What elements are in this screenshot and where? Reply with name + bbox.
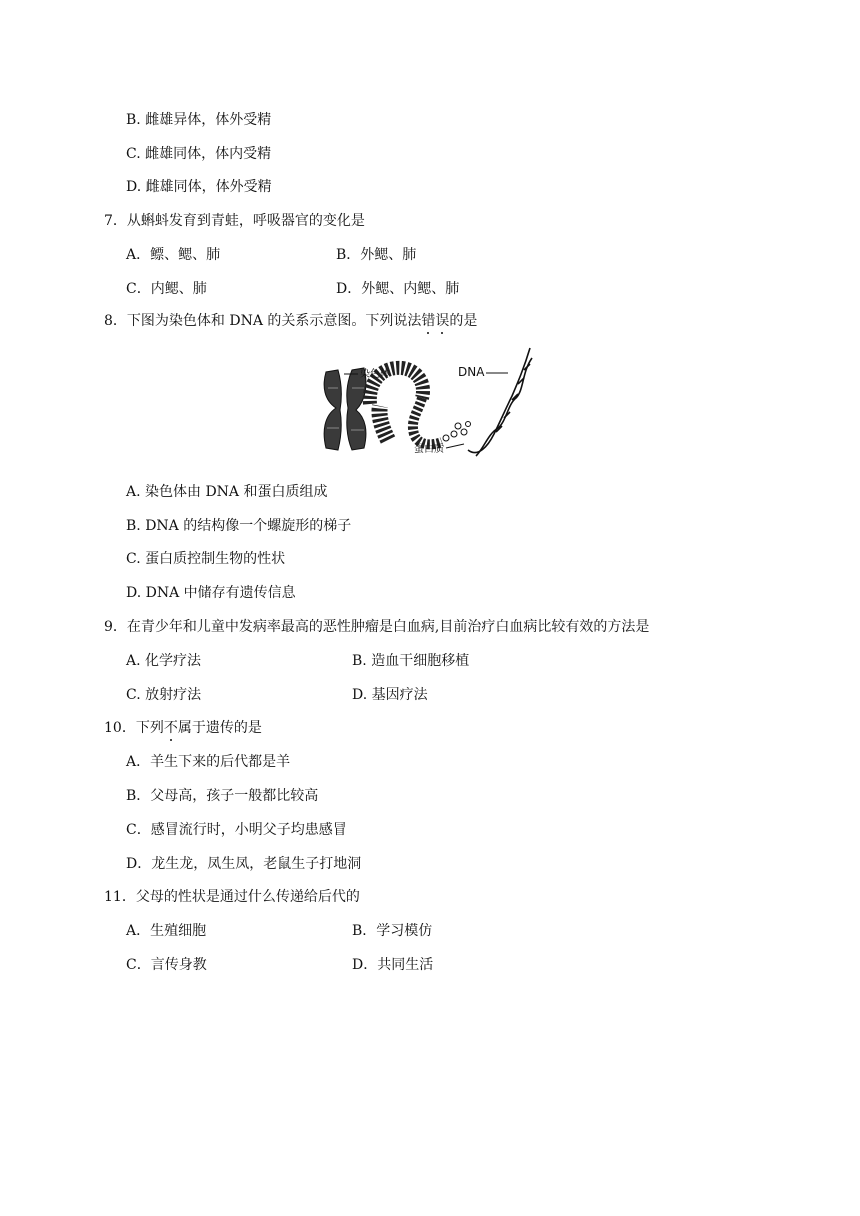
q10-stem-text: 10．下列 (104, 720, 164, 736)
q7-option-a: A．鳔、鳃、肺 (126, 247, 221, 263)
q6-option-d: D. 雌雄同体，体外受精 (126, 179, 272, 195)
q9-option-a: A. 化学疗法 (126, 653, 202, 669)
q7-stem: 7．从蝌蚪发育到青蛙，呼吸器官的变化是 (104, 213, 365, 229)
q11-option-d: D．共同生活 (352, 957, 434, 973)
q8-emphasis-char-2: 误 (435, 313, 450, 329)
q9-option-c: C. 放射疗法 (126, 687, 202, 703)
q9-option-b: B. 造血干细胞移植 (352, 653, 470, 669)
q10-stem (104, 719, 262, 737)
protein-label-leader (446, 444, 464, 448)
q10-option-a: A．羊生下来的后代都是羊 (126, 754, 291, 770)
q11-option-c: C．言传身教 (126, 957, 207, 973)
q10-option-d: D．龙生龙，凤生凤，老鼠生子打地洞 (126, 856, 362, 872)
q11-option-a: A．生殖细胞 (126, 923, 207, 939)
q7-option-d: D．外鳃、内鳃、肺 (336, 281, 460, 297)
q8-option-d: D. DNA 中储存有遗传信息 (126, 585, 296, 601)
q10-stem-tail: 属于遗传的是 (177, 720, 262, 736)
q9-option-d: D. 基因疗法 (352, 687, 428, 703)
q6-option-b: B. 雌雄异体，体外受精 (126, 112, 272, 128)
q10-option-c: C．感冒流行时，小明父子均患感冒 (126, 822, 347, 838)
chromosome-shape (324, 368, 366, 450)
q6-option-c: C. 雌雄同体，体内受精 (126, 146, 272, 162)
q10-option-b: B．父母高，孩子一般都比较高 (126, 788, 319, 804)
q7-option-c: C．内鳃、肺 (126, 281, 207, 297)
q8-emphasis-char-1: 错 (421, 313, 436, 329)
label-protein: 蛋白质 (414, 444, 444, 455)
protein-beads (443, 422, 471, 442)
q8-option-a: A. 染色体由 DNA 和蛋白质组成 (126, 484, 328, 500)
q9-stem: 9．在青少年和儿童中发病率最高的恶性肿瘤是白血病,目前治疗白血病比较有效的方法是 (104, 619, 650, 635)
chromosome-dna-diagram (318, 338, 536, 462)
q8-stem-text: 8．下图为染色体和 DNA 的关系示意图。下列说法 (104, 313, 422, 329)
q8-stem (104, 312, 477, 330)
q8-option-c: C. 蛋白质控制生物的性状 (126, 551, 286, 567)
q8-option-b: B. DNA 的结构像一个螺旋形的梯子 (126, 518, 352, 534)
q11-option-b: B．学习模仿 (352, 923, 433, 939)
q10-emphasis-char: 不 (163, 720, 178, 736)
q11-stem: 11．父母的性状是通过什么传递给后代的 (104, 889, 360, 905)
label-chromosome: 染色体 (360, 369, 390, 380)
q7-option-b: B．外鳃、肺 (336, 247, 417, 263)
q8-stem-tail: 的是 (449, 313, 478, 329)
label-dna: DNA (458, 365, 485, 379)
